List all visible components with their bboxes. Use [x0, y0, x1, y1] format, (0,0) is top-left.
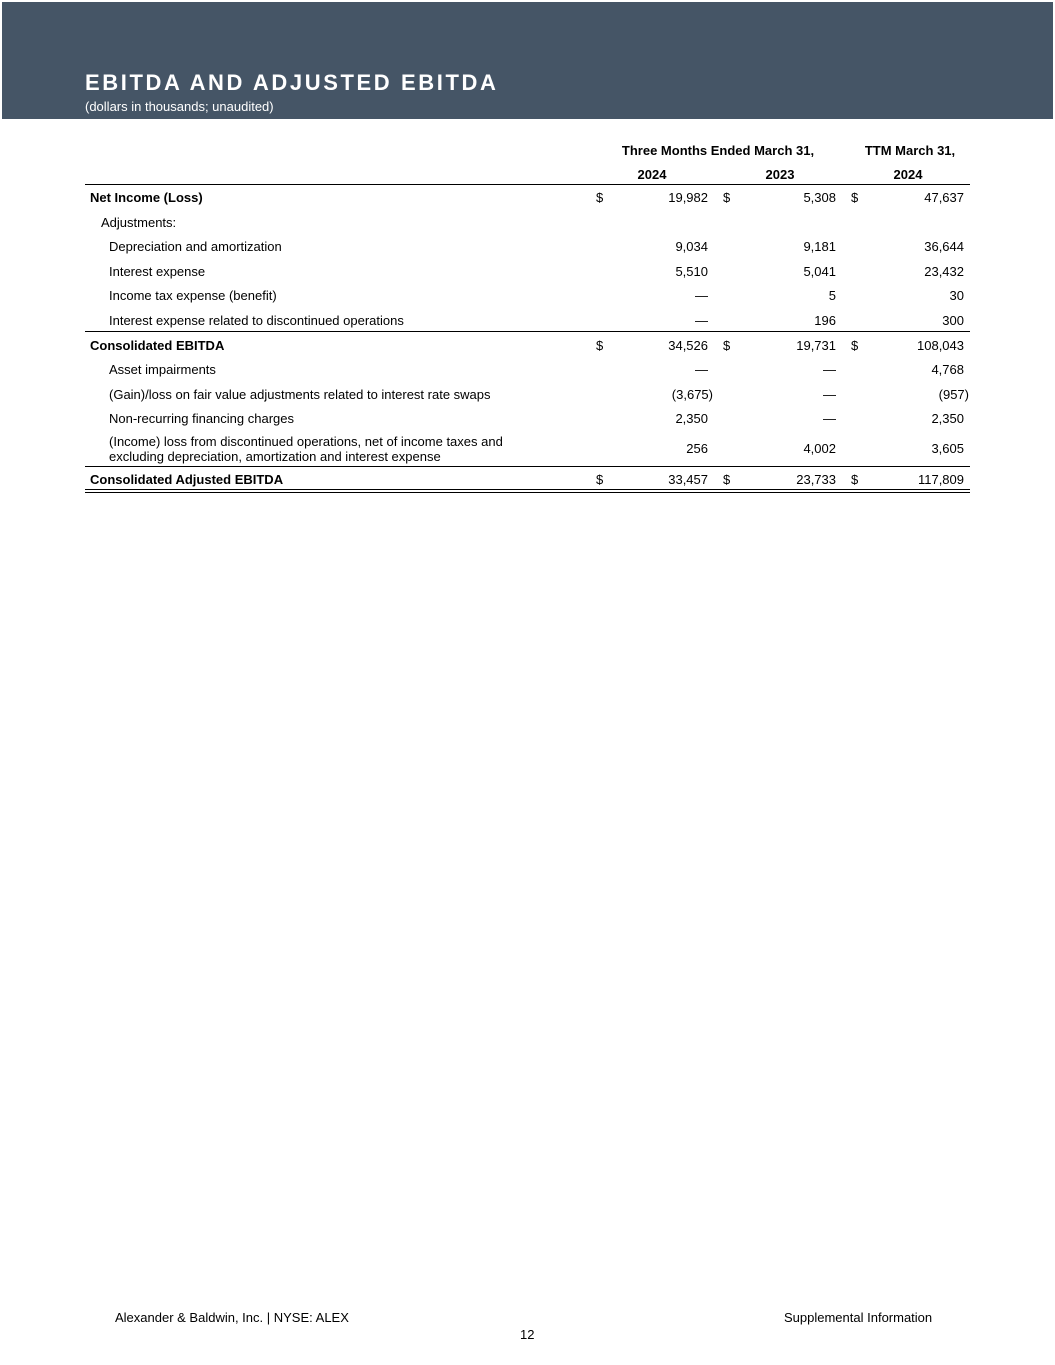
cell-discontinued-ttm: 3,605 — [931, 441, 964, 456]
dollar-sign: $ — [723, 190, 731, 205]
cell-impairments-2023: — — [823, 362, 836, 377]
page-title: EBITDA AND ADJUSTED EBITDA — [85, 70, 499, 95]
dollar-sign: $ — [851, 338, 859, 353]
cell-interest-ttm: 23,432 — [924, 264, 964, 279]
cell-income-tax-2023: 5 — [828, 288, 836, 303]
row-label-adjusted-ebitda: Consolidated Adjusted EBITDA — [90, 472, 284, 487]
row-label-income-tax: Income tax expense (benefit) — [109, 288, 277, 303]
footer-section: Supplemental Information — [784, 1310, 933, 1325]
cell-interest-disc-2023: 196 — [814, 313, 836, 328]
cell-income-tax-2024: — — [695, 288, 708, 303]
row-label-interest-discontinued: Interest expense related to discontinued operations — [109, 313, 404, 328]
row-label-discontinued-line2: excluding depreciation, amortization and interest expense — [109, 449, 441, 464]
total-double-rule-bottom — [85, 492, 970, 493]
dollar-sign: $ — [723, 338, 731, 353]
cell-income-tax-ttm: 30 — [949, 288, 964, 303]
page-number: 12 — [520, 1327, 535, 1342]
cell-impairments-2024: — — [695, 362, 708, 377]
cell-swaps-2023: — — [823, 387, 836, 402]
cell-interest-disc-ttm: 300 — [942, 313, 964, 328]
footer-company: Alexander & Baldwin, Inc. | NYSE: ALEX — [115, 1310, 349, 1325]
header-ttm-year-2024: 2024 — [893, 167, 923, 182]
dollar-sign: $ — [596, 190, 604, 205]
cell-discontinued-2024: 256 — [686, 441, 708, 456]
row-label-adjustments: Adjustments: — [101, 215, 177, 230]
cell-net-income-2023: 5,308 — [803, 190, 836, 205]
row-label-depreciation: Depreciation and amortization — [109, 239, 282, 254]
row-label-swaps: (Gain)/loss on fair value adjustments related to interest rate swaps — [109, 387, 491, 402]
cell-ebitda-ttm: 108,043 — [917, 338, 964, 353]
row-label-net-income: Net Income (Loss) — [90, 190, 203, 205]
cell-financing-2024: 2,350 — [675, 411, 708, 426]
cell-swaps-2024: (3,675) — [671, 387, 713, 402]
header-rule — [85, 184, 970, 185]
cell-discontinued-2023: 4,002 — [803, 441, 836, 456]
cell-net-income-2024: 19,982 — [668, 190, 708, 205]
dollar-sign: $ — [596, 338, 604, 353]
cell-financing-2023: — — [823, 411, 836, 426]
cell-adjusted-ebitda-2024: 33,457 — [668, 472, 708, 487]
cell-adjusted-ebitda-ttm: 117,809 — [917, 472, 964, 487]
cell-ebitda-2023: 19,731 — [796, 338, 836, 353]
subtotal-rule — [85, 331, 970, 332]
dollar-sign: $ — [851, 472, 859, 487]
row-label-discontinued-line1: (Income) loss from discontinued operations, net of income taxes and — [109, 434, 503, 449]
cell-adjusted-ebitda-2023: 23,733 — [796, 472, 836, 487]
row-label-consolidated-ebitda: Consolidated EBITDA — [90, 338, 225, 353]
cell-depreciation-2023: 9,181 — [803, 239, 836, 254]
cell-depreciation-2024: 9,034 — [675, 239, 708, 254]
cell-impairments-ttm: 4,768 — [931, 362, 964, 377]
header-three-months: Three Months Ended March 31, — [621, 143, 815, 158]
subtotal-rule — [85, 466, 970, 467]
cell-swaps-ttm: (957) — [938, 387, 969, 402]
total-double-rule-top — [85, 489, 970, 490]
cell-interest-disc-2024: — — [695, 313, 708, 328]
row-label-interest-expense: Interest expense — [109, 264, 206, 279]
header-year-2024: 2024 — [637, 167, 667, 182]
header-year-2023: 2023 — [765, 167, 795, 182]
dollar-sign: $ — [723, 472, 731, 487]
cell-interest-2024: 5,510 — [675, 264, 708, 279]
cell-depreciation-ttm: 36,644 — [924, 239, 964, 254]
header-ttm: TTM March 31, — [864, 143, 956, 158]
row-label-asset-impairments: Asset impairments — [109, 362, 216, 377]
cell-net-income-ttm: 47,637 — [924, 190, 964, 205]
row-label-financing-charges: Non-recurring financing charges — [109, 411, 294, 426]
cell-ebitda-2024: 34,526 — [668, 338, 708, 353]
dollar-sign: $ — [596, 472, 604, 487]
page-subtitle: (dollars in thousands; unaudited) — [85, 99, 274, 114]
dollar-sign: $ — [851, 190, 859, 205]
cell-interest-2023: 5,041 — [803, 264, 836, 279]
cell-financing-ttm: 2,350 — [931, 411, 964, 426]
